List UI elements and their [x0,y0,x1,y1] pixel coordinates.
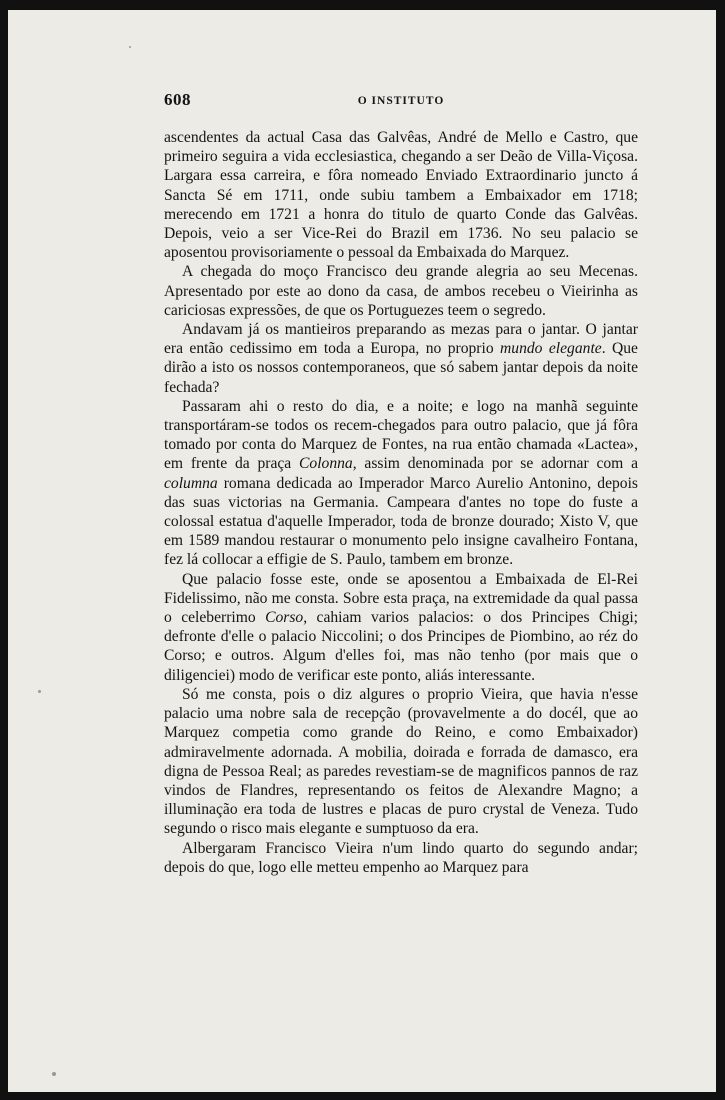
paragraph-text: , cahiam varios palacios: o dos Principes Chigi; defronte d'elle o palacio Niccolini; o dos Principes de Piombino, ao réz do Corso; e outros. Algum d'elles foi, mas não tenho (por mais que o diligenciei) modo de verificar este ponto, aliás interessante. [164,609,638,684]
page-header [164,90,638,114]
paragraph [164,128,638,262]
paragraph-text: Só me consta, pois o diz algures o proprio Vieira, que havia n'esse palacio uma nobre sala de recepção (provavelmente a do docél, que ao Marquez competia como grande do Reino, e como Embaixador) admiravelmente adornada. A mobilia, doirada e forrada de damasco, era digna de Pessoa Real; as paredes revestiam-se de magnificos pannos de raz vindos de Flandres, representando os feitos de Alexandre Magno; a illuminação era toda de lustres e placas de puro crystal de Veneza. Tudo segundo o risco mais elegante e sumptuoso da era. [164,685,638,838]
italic-text: mundo elegante [500,340,602,358]
paragraph-text: Albergaram Francisco Vieira n'um lindo quarto do segundo andar; depois do que, logo elle metteu empenho ao Marquez para [164,839,638,876]
paragraph [164,397,638,570]
paragraph [164,685,638,839]
speck [52,1072,56,1076]
paragraph-text: Que palacio fosse este, onde se aposentou a Embaixada de El-Rei Fidelissimo, não me consta. Sobre esta praça, na extremidade da qual passa o celeberrimo [164,570,638,627]
paragraph-text: Passaram ahi o resto do dia, e a noite; e logo na manhã seguinte transportáram-se todos os recem-chegados para outro palacio, que já fôra tomado por conta do Marquez de Fontes, na rua então chamada «Lactea», em frente da praça [164,397,638,473]
paragraph-text: . Que dirão a isto os nossos contemporaneos, que só sabem jantar depois da noite fechada? [164,340,638,396]
running-title: O INSTITUTO [357,95,445,107]
paragraph [164,320,638,397]
speck [129,46,131,48]
paragraph [164,839,638,877]
speck [38,690,41,693]
italic-text: Corso [265,609,304,627]
paragraph-text: , assim denominada por se adornar com a [352,455,638,473]
italic-text: columna [164,474,218,492]
paragraph [164,570,638,685]
paragraph-text: ascendentes da actual Casa das Galvêas, André de Mello e Castro, que primeiro seguira a vida ecclesiastica, chegando a ser Deão de Villa-Viçosa. Largara essa carreira, e fôra nomeado Enviado Extraordinario juncto á Sancta Sé em 1711, onde subiu tambem a Embaixador em 1718; merecendo em 1721 a honra do titulo de quarto Conde das Galvêas. Depois, veio a ser Vice-Rei do Brazil em 1736. No seu palacio se aposentou provisoriamente o pessoal da Embaixada do Marquez. [164,129,638,262]
paragraph-text: romana dedicada ao Imperador Marco Aurelio Antonino, depois das suas victorias na Germania. Campeara d'antes no tope do fuste a colossal estatua d'aquelle Imperador, toda de bronze dourado; Xisto V, que em 1589 mandou restaurar o monumento pelo insigne cavalheiro Fontana, fez lá collocar a effigie de S. Paulo, tambem em bronze. [164,474,638,569]
paragraph [164,262,638,320]
paragraph-text: Andavam já os mantieiros preparando as mezas para o jantar. O jantar era então cedissimo em toda a Europa, no proprio [164,321,638,358]
page-number: 608 [164,90,191,109]
italic-text: Colonna [299,455,353,473]
body-text [164,128,638,877]
paragraph-text: A chegada do moço Francisco deu grande alegria ao seu Mecenas. Apresentado por este ao dono da casa, de ambos recebeu o Vieirinha as cariciosas expressões, de que os Portuguezes teem o segredo. [164,263,638,319]
